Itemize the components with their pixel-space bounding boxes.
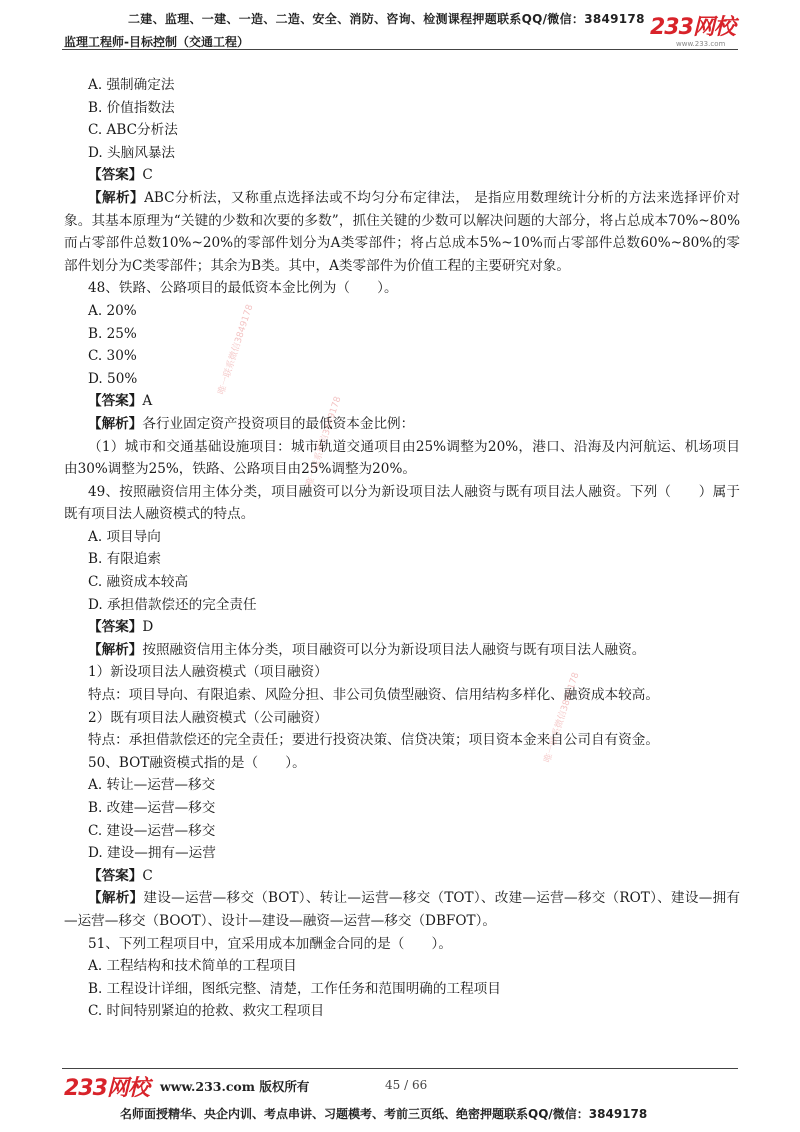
option: D. 50%: [88, 370, 138, 387]
analysis-label: 【解析】: [88, 641, 143, 658]
option: D. 承担借款偿还的完全责任: [88, 596, 257, 613]
option: C. 30%: [88, 348, 137, 365]
option: D. 头脑风暴法: [88, 144, 176, 161]
answer-line: [64, 390, 740, 413]
option: C. ABC分析法: [88, 122, 178, 139]
question-stem: 48、铁路、公路项目的最低资本金比例为（ ）。: [88, 280, 398, 297]
analysis-detail: 2）既有项目法人融资模式（公司融资）: [88, 709, 328, 726]
answer-value: C: [142, 167, 153, 184]
analysis-label: 【解析】: [88, 890, 144, 907]
footer-contact-line: 名师面授精华、央企内训、考点串讲、习题模考、考前三页纸、绝密押题联系QQ/微信：3849178: [120, 1107, 648, 1121]
analysis-text: ABC分析法，又称重点选择法或不均匀分布定律法， 是指应用数理统计分析的方法来选择评价对象。其基本原理为“关键的少数和次要的多数”，抓住关键的少数可以解决问题的大部分，将占总成本70%~80%而占零部件总数10%~20%的零部件划分为A类零部件；将占总成本5%~10%而占零部件总数60%~80%的零部件划分为C类零部件；其余为B类。其中，A类零部件为价值工程的主要研究对象。: [64, 189, 741, 274]
watermark: 唯一联系微信3849178: [542, 671, 582, 765]
answer-label: 【答案】: [88, 167, 143, 184]
answer-line: [64, 865, 740, 888]
option: C. 建设—运营—移交: [88, 822, 216, 839]
document-body: [64, 74, 740, 1023]
option: C. 时间特别紧迫的抢救、救灾工程项目: [88, 1003, 325, 1020]
analysis-paragraph: [64, 187, 740, 277]
analysis-line: [64, 639, 740, 662]
header-contact-line: 二建、监理、一建、一造、二造、安全、消防、咨询、检测课程押题联系QQ/微信：3849178: [128, 12, 645, 26]
analysis-text: 按照融资信用主体分类，项目融资可以分为新设项目法人融资与既有项目法人融资。: [142, 641, 646, 658]
footer-divider: [62, 1068, 738, 1069]
answer-value: A: [142, 393, 153, 410]
logo-url: www.233.com: [676, 40, 726, 48]
option: B. 价值指数法: [88, 99, 175, 116]
answer-value: C: [142, 867, 153, 884]
footer-logo: 233网校: [64, 1076, 149, 1101]
option: C. 融资成本较高: [88, 574, 189, 591]
answer-label: 【答案】: [88, 867, 143, 884]
question-stem: 50、BOT融资模式指的是（ ）。: [88, 754, 306, 771]
analysis-detail: 特点：承担借款偿还的完全责任；要进行投资决策、信贷决策；项目资本金来自公司自有资金。: [88, 732, 659, 749]
logo-text: 233网校: [650, 15, 735, 40]
option: B. 有限追索: [88, 551, 162, 568]
analysis-text: 各行业固定资产投资项目的最低资本金比例：: [142, 415, 415, 432]
document-subtitle: 监理工程师-目标控制（交通工程）: [64, 35, 249, 49]
analysis-detail: 特点：项目导向、有限追索、风险分担、非公司负债型融资、信用结构多样化、融资成本较高。: [88, 687, 659, 704]
analysis-label: 【解析】: [88, 189, 145, 206]
watermark: 唯一联系微信3849178: [216, 303, 256, 397]
option: A. 转让—运营—移交: [88, 777, 216, 794]
answer-value: D: [142, 619, 154, 636]
watermark: 唯一联系微信3849178: [304, 395, 344, 489]
answer-label: 【答案】: [88, 393, 143, 410]
analysis-text: 建设—运营—移交（BOT）、转让—运营—移交（TOT）、改建—运营—移交（ROT）、建设—拥有—运营—移交（BOOT）、设计—建设—融资—运营—移交（DBFOT）。: [64, 890, 741, 929]
question-stem: 51、下列工程项目中，宜采用成本加酬金合同的是（ ）。: [88, 935, 452, 952]
page-number: 45 / 66: [385, 1078, 428, 1092]
option: B. 改建—运营—移交: [88, 800, 216, 816]
option: A. 强制确定法: [88, 77, 175, 93]
question-stem: 49、按照融资信用主体分类，项目融资可以分为新设项目法人融资与既有项目法人融资。下列（ ）属于既有项目法人融资模式的特点。: [64, 483, 740, 523]
analysis-label: 【解析】: [88, 415, 143, 432]
answer-label: 【答案】: [88, 619, 143, 636]
option: A. 20%: [88, 302, 137, 319]
option: A. 工程结构和技术简单的工程项目: [88, 958, 297, 975]
footer-copyright: www.233.com 版权所有: [160, 1079, 310, 1094]
header-divider: [62, 49, 738, 50]
option: B. 工程设计详细，图纸完整、清楚，工作任务和范围明确的工程项目: [88, 980, 501, 997]
analysis-line: [64, 413, 740, 436]
analysis-paragraph: [64, 887, 740, 932]
brand-logo: [650, 16, 740, 46]
analysis-detail: （1）城市和交通基础设施项目：城市轨道交通项目由25%调整为20%，港口、沿海及内河航运、机场项目由30%调整为25%，铁路、公路项目由25%调整为20%。: [64, 438, 740, 478]
answer-line: [64, 616, 740, 639]
analysis-detail: 1）新设项目法人融资模式（项目融资）: [88, 664, 328, 681]
option: A. 项目导向: [88, 528, 161, 545]
answer-line: [64, 164, 740, 187]
option: D. 建设—拥有—运营: [88, 845, 216, 862]
option: B. 25%: [88, 325, 137, 342]
